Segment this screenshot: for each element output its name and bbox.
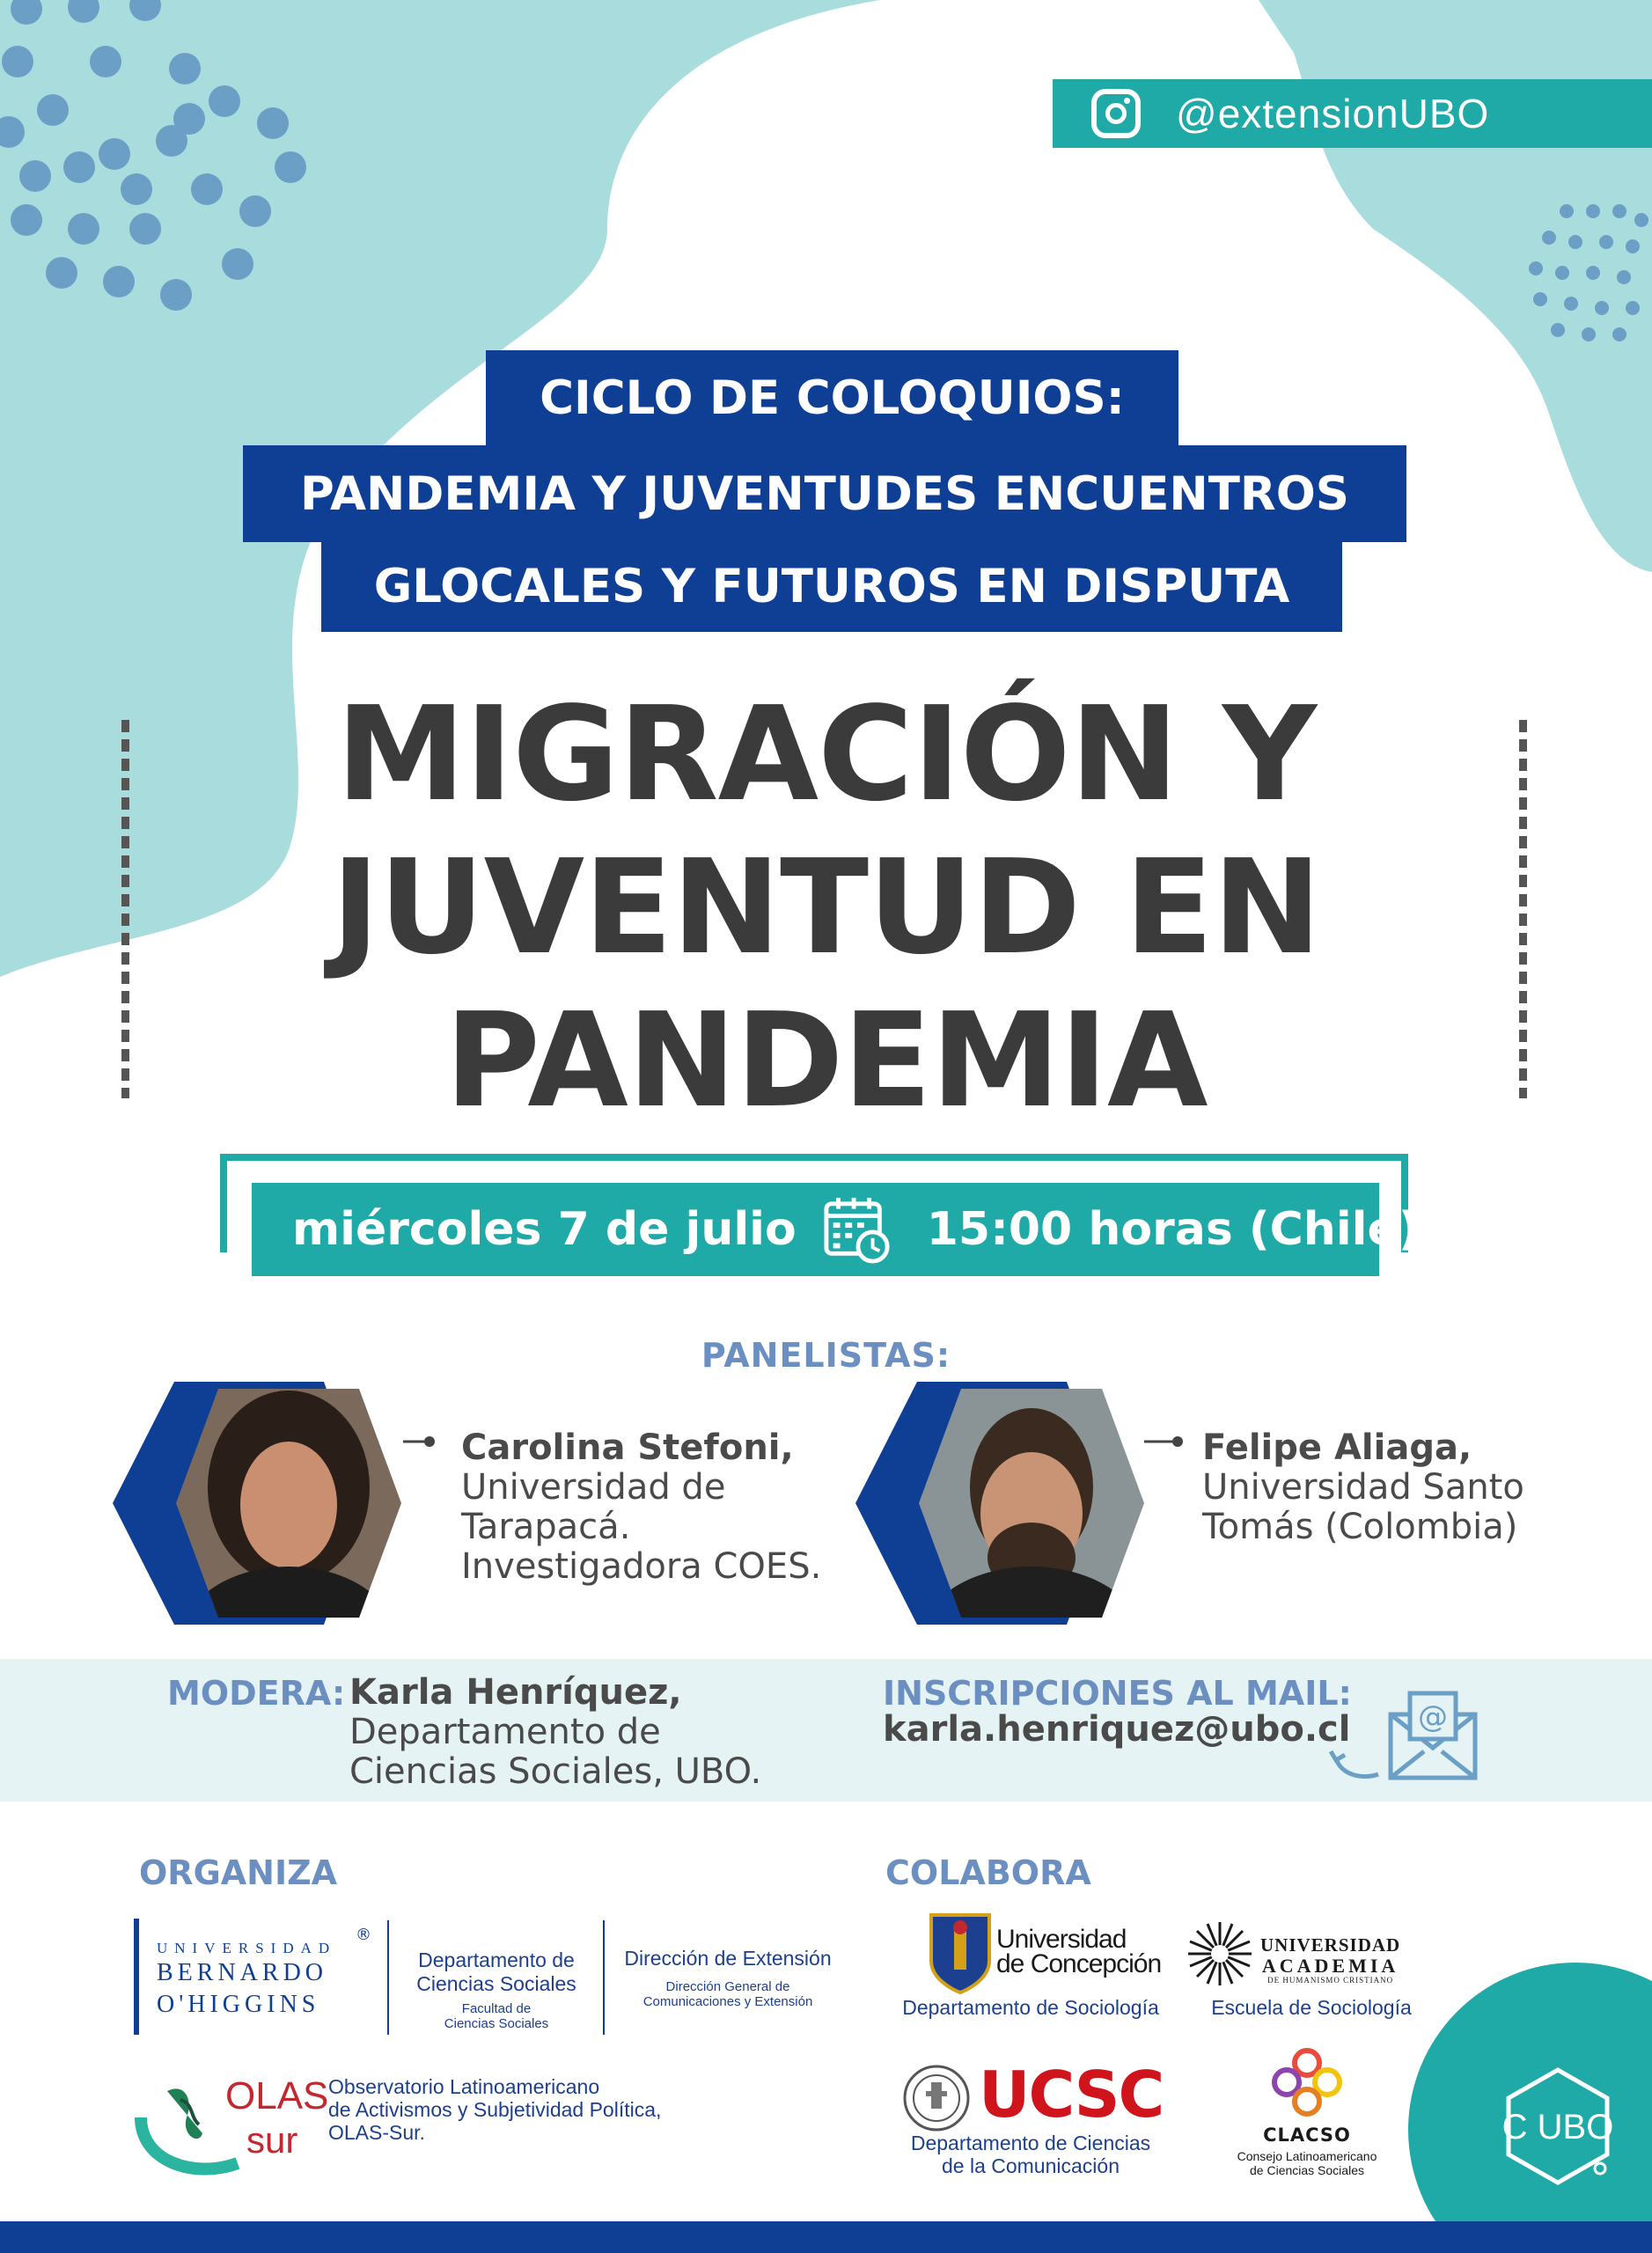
colabora-title: COLABORA (885, 1853, 1091, 1892)
ucsc-seal-icon (901, 2063, 972, 2133)
series-title-line1: CICLO DE COLOQUIOS: (486, 350, 1178, 445)
c-ubo-logo (1496, 2065, 1619, 2188)
event-title-line3: PANDEMIA (444, 985, 1208, 1136)
instagram-bar[interactable] (1053, 79, 1652, 148)
dashed-divider-right (1519, 720, 1527, 1098)
logo-divider-2 (603, 1920, 605, 2035)
clacso-caption-line2: de Ciencias Sociales (1250, 2163, 1364, 2177)
ucsc-caption-line2: de la Comunicación (941, 2154, 1120, 2177)
udec-caption: Departamento de Sociología (902, 1996, 1159, 2019)
ucsc-caption (885, 2132, 1176, 2177)
date-bar (252, 1183, 1420, 1276)
event-title-line2: JUVENTUD EN (331, 832, 1321, 983)
series-title-line3: GLOCALES Y FUTUROS EN DISPUTA (321, 540, 1342, 632)
ext-line2: Dirección General de (665, 1979, 790, 1994)
calendar-clock-icon (823, 1194, 892, 1265)
clacso-caption-line1: Consejo Latinoamericano (1237, 2149, 1377, 2163)
dept-line2: Ciencias Sociales (416, 1972, 576, 1995)
olas-sur-text (328, 2075, 661, 2144)
moderator-affiliation-line2: Ciencias Sociales, UBO. (349, 1751, 762, 1792)
academia-name-line2: ACADEMIA (1261, 1955, 1399, 1977)
olas-logo-word: OLAS (225, 2074, 329, 2117)
clacso-knot-icon (1269, 2047, 1345, 2119)
academia-sun-icon (1186, 1920, 1253, 1987)
ubo-logo-line2: BERNARDO (157, 1959, 328, 1986)
moderator-name: Karla Henríquez, (349, 1672, 682, 1713)
instagram-icon (1091, 89, 1141, 138)
svg-text:@: @ (1418, 1699, 1448, 1735)
udec-shield-icon (928, 1912, 993, 1996)
udec-name-line1: Universidad (996, 1925, 1127, 1954)
instagram-handle: @extensionUBO (1176, 91, 1490, 136)
academia-name (1260, 1934, 1400, 1985)
mail-icon (1329, 1688, 1487, 1787)
panelist-2-affiliation-line2: Tomás (Colombia) (1202, 1507, 1518, 1547)
ubo-logo-line3: O'HIGGINS (157, 1991, 320, 2018)
panelist-2-photo (855, 1382, 1178, 1625)
event-time: 15:00 horas (Chile) (926, 1203, 1420, 1256)
event-title-line1: MIGRACIÓN Y (335, 679, 1317, 830)
panelist-1-photo (113, 1382, 430, 1625)
olas-line1: Observatorio Latinoamericano (328, 2075, 600, 2098)
dept-line1: Departamento de (418, 1948, 575, 1971)
moderator-info (349, 1672, 842, 1792)
udec-name-line2: de Concepción (996, 1949, 1162, 1978)
panelist-2-affiliation-line1: Universidad Santo (1202, 1467, 1524, 1508)
panelist-2-info (1202, 1427, 1642, 1547)
panelist-1-affiliation-line1: Universidad de (461, 1467, 726, 1508)
ubo-logo-bar (134, 1919, 139, 2035)
dept-line4: Ciencias Sociales (444, 2016, 549, 2031)
ucsc-name: UCSC (979, 2058, 1164, 2132)
olas-sur-logo (132, 2065, 329, 2179)
academia-caption: Escuela de Sociología (1211, 1996, 1412, 2019)
clacso-caption (1215, 2149, 1399, 2177)
dashed-divider-left (121, 720, 129, 1098)
c-ubo-text: C UBO (1501, 2108, 1614, 2147)
bottom-strip (0, 2221, 1652, 2253)
panelist-1-info (461, 1427, 901, 1587)
series-title-line2: PANDEMIA Y JUVENTUDES ENCUENTROS (243, 445, 1406, 542)
moderator-affiliation-line1: Departamento de (349, 1712, 661, 1752)
ext-line1: Dirección de Extensión (624, 1947, 832, 1970)
olas-line2: de Activismos y Subjetividad Política, (328, 2098, 662, 2121)
direccion-extension-logo (609, 1947, 847, 2009)
sur-logo-word: sur (246, 2119, 298, 2161)
panelist-1-affiliation-line2: Tarapacá. (461, 1507, 631, 1547)
dept-line3: Facultad de (461, 2001, 532, 2016)
event-title (132, 678, 1520, 1137)
academia-name-line1: UNIVERSIDAD (1260, 1934, 1401, 1956)
event-date: miércoles 7 de julio (292, 1203, 797, 1256)
panelist-2-name: Felipe Aliaga, (1202, 1427, 1472, 1468)
ubo-logo-mark: ® (356, 1926, 371, 1944)
academia-name-line3: DE HUMANISMO CRISTIANO (1267, 1976, 1394, 1985)
organiza-title: ORGANIZA (139, 1853, 338, 1892)
olas-line3: OLAS-Sur. (328, 2121, 425, 2144)
ucsc-caption-line1: Departamento de Ciencias (910, 2132, 1151, 2154)
panelist-1-name: Carolina Stefoni, (461, 1427, 794, 1468)
udec-name (996, 1927, 1161, 1977)
ubo-logo-line1: UNIVERSIDAD (157, 1940, 337, 1956)
clacso-name: CLACSO (1263, 2125, 1351, 2146)
logo-divider-1 (387, 1920, 389, 2035)
registration-email[interactable]: karla.henriquez@ubo.cl (883, 1709, 1351, 1750)
ext-line3: Comunicaciones y Extensión (642, 1994, 813, 2009)
panelists-label: PANELISTAS: (701, 1336, 951, 1375)
ubo-logo (134, 1919, 385, 2035)
moderator-label: MODERA: (167, 1674, 346, 1713)
dept-ciencias-sociales-logo (394, 1948, 598, 2031)
panelist-1-affiliation-line3: Investigadora COES. (461, 1546, 822, 1587)
registration-label: INSCRIPCIONES AL MAIL: (883, 1674, 1352, 1713)
